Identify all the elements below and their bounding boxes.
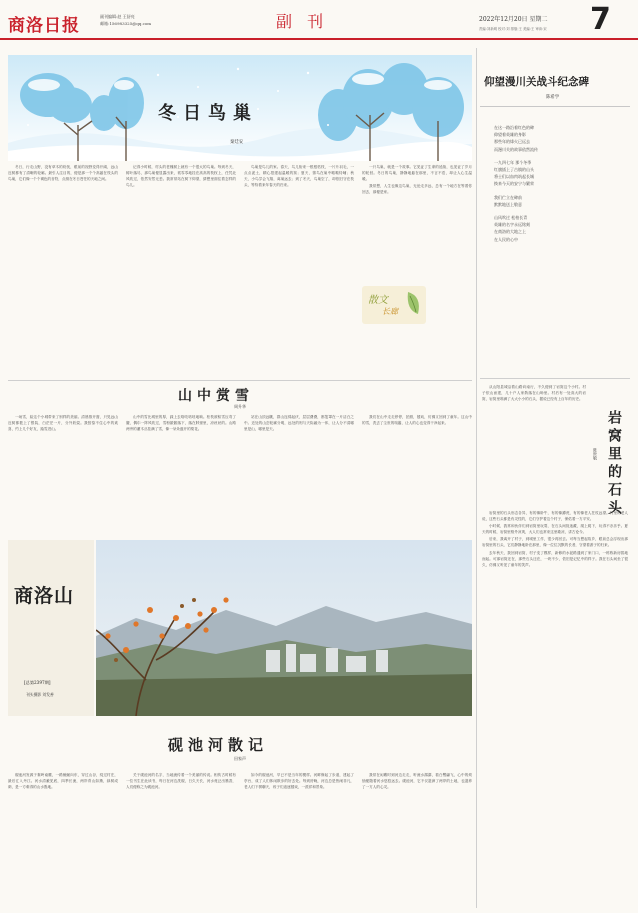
article3-author: 田家声 <box>234 756 246 761</box>
article1-banner <box>8 55 472 161</box>
article3-paragraph: 如今的砚池河，早已不是当年的模样。河畔修起了步道，建起了亭台，成了人们休闲散步的好去处。每到傍晚，河边总是热闹非凡，老人们下棋聊天，孩子们追逐嬉戏，一派祥和景象。 <box>244 773 354 790</box>
poem-author: 陈希学 <box>546 95 560 100</box>
poem-title: 仰望漫川关战斗纪念碑 <box>484 76 589 88</box>
right-article-author: 陈世敏 <box>593 448 598 460</box>
essay-badge-text-b: 长廊 <box>382 307 398 316</box>
article1-paragraph: 我常想，人生也像这鸟巢，无论走多远，总有一个地方在等着你回去，那便是家。 <box>362 184 472 195</box>
poem-line: 将士们以血肉筑起长城 <box>494 174 534 180</box>
article2-paragraph: 一场雪，給这个小城带来了别样的美丽。清晨推开窗，只见远山近树都披上了银装，白茫茫一片，分外妖娆。我按捺不住心中的欢喜，约上几个好友，踏雪进山。 <box>8 415 118 432</box>
article2-paragraph: 山中的雪比城里的厚，踩上去咯吱咯吱地响。松枝被积雪压弯了腰，偶尔一阵风吹过，雪粉簌簌落下，落在脖颈里，凉丝丝的。山路两旁的灌木丛挂满了雪，像一朵朵盛开的梨花。 <box>126 415 236 432</box>
right-article-rule <box>480 378 630 379</box>
article1-paragraph: 一只鸟巢，就是一个故事。它见证了生命的延续，也见证了岁月的轮回。冬日的鸟巢，静静地悬在那里，不言不语，却让人心生温暖。 <box>362 165 472 182</box>
column-divider <box>476 48 477 908</box>
right-article-body <box>482 384 586 504</box>
right-article-title: 岩窝里的石头 <box>606 410 622 518</box>
article3-header <box>8 726 472 766</box>
poem-line: 而漫川关的故事依然流传 <box>494 146 538 152</box>
photo-card-badge: [总第2397期] <box>24 680 51 685</box>
poem-line: 一九四七年 那个冬季 <box>494 159 532 165</box>
masthead-info-line: 邮箱:156983325@qq.com <box>100 21 152 26</box>
article2-paragraph: 我们在山中走走停停，拍照，嬉戏，仿佛又回到了童年。这山中的雪，洗去了尘世的喧嚣，让人的心也变得干净起来。 <box>362 415 472 426</box>
photo-card <box>8 540 472 716</box>
essay-badge-text-a: 散文 <box>368 295 388 306</box>
article2-author: 周升华 <box>234 404 246 409</box>
poem-line: 红旗插上了古镇的山头 <box>494 167 534 173</box>
article1-paragraph: 记得小时候，村头的老槐树上就有一个很大的鸟巢。每到冬天，树叶落尽，那鸟巢便显露出来，孤零零地挂在高高的枝杈上，任凭北风吹过，依然安然无恙。我常常站在树下仰望，猜想里面住着怎样的鸟儿。 <box>126 165 236 188</box>
article3-paragraph: 我常在闲暇时到河边走走，听流水潺潺，看白鹭翩飞，心中的烦恼便随着河水悠悠远去。砚池河，它不仅滋润了两岸的土地，也滋养了一方人的心灵。 <box>362 773 472 790</box>
right-article-paragraph: 去年秋天，我回到岩窝，村子变了模样，新修的水泥路通到了家门口，一栋栋新房拔地而起。可那岩窝还在，那些石头还在，一块不少，依旧是记忆中的样子。我在石头间坐了很久，仿佛又听见了童年的笑声。 <box>482 550 628 567</box>
masthead-logo: 商洛日报 <box>8 16 80 36</box>
article3-paragraph: 关于砚池河的名字，当地流传着一个美丽的传说。相传古时候有一位书生在此读书，每日在河边洗砚，日久天长，河水竟泛出墨香，人们便称之为砚池河。 <box>126 773 236 790</box>
landscape-photo <box>96 540 472 716</box>
masthead-info-line: 副刊编辑:赵 王舒亮 <box>100 14 135 19</box>
right-article-paragraph: 小时候，我常和伙伴们到岩窝里玩耍，在石头间捉迷藏，爬上爬下，玩得不亦乐乎。夏天的时候，岩窝里格外凉爽，大人们也常来这里歇凉，讲古论今。 <box>482 524 628 535</box>
article2-title: 山中赏雪 <box>178 388 254 404</box>
article1-title: 冬日鸟巢 <box>158 103 258 124</box>
article1-paragraph: 冬日，行走山野，没有草木的纷扰，眼前的视野变得开阔，远山近树都有了清晰的轮廓。最引人注目的，便是那一个个高悬在枝头的鸟巢，它们像一个个褐色的音符，点缀在冬日苍茫的天地之间。 <box>8 165 118 182</box>
article1-paragraph: 鸟巢是鸟儿的家。春天，鸟儿衔来一根根枯枝，一片片羽毛，一点点泥土，精心搭建起温暖的窝；夏天，雏鸟在巢中嗷嗷待哺；秋天，小鸟学会飞翔，离巢远去；到了冬天，鸟巢空了，却依旧守在枝头，等待着来年春天的归来。 <box>244 165 354 188</box>
poem-line: 在商洛的大地之上 <box>494 229 526 235</box>
poem-line: 那些年的烽火已远去 <box>494 139 530 145</box>
article3-body <box>8 772 472 908</box>
article1-body <box>8 164 472 375</box>
right-article-paragraph: 后来，我离开了村子，到城里工作，很少再回去。可每当想起故乡，眼前总会浮现出那岩窝里的石头，它们静静地卧在那里，像一位位沉默的长者，守望着游子的归来。 <box>482 537 628 548</box>
right-article-paragraph: 岩窝里的石头形态各异，有的像卧牛，有的像蹲虎，有的像老人拄杖远望。村里的老人说，这些石头都是有灵性的，它们守护着这个村子，保佑着一方平安。 <box>482 511 628 522</box>
issue-staff: 责编:刘新明 校对:刘 排版:王 美编:王 审读:宋 <box>479 27 547 31</box>
masthead-rule <box>0 38 638 40</box>
poem-line: 在人民的心中 <box>494 236 518 242</box>
essay-badge <box>362 286 426 324</box>
poem-line: 英雄的名字永远铭刻 <box>494 222 530 228</box>
poem-line: 仰望着英雄的身影 <box>494 132 526 138</box>
poem-line: 在这一路沿着红色的碑 <box>494 125 534 130</box>
masthead-info <box>100 13 151 27</box>
article2-rule <box>8 380 472 381</box>
section-label: 副 刊 <box>276 12 329 31</box>
right-article-paragraph: 从山阳县城沿着山路向南行，不久便到了岩窝这个小村。村子依山而建，几十户人家散落在山坳里。村后有一处高大的岩窝，岩窝里堆满了大大小小的石头，据说已经有上百年的历史。 <box>482 385 586 402</box>
article2-header <box>8 380 472 410</box>
article1-author: 秦廷安 <box>230 140 244 145</box>
article2-body <box>8 414 472 534</box>
issue-date: 2022年12月20日 星期二 <box>479 16 548 23</box>
poem-lines <box>494 124 624 243</box>
poem-line: 山风吹过 松柏长青 <box>494 215 528 221</box>
article3-title: 砚池河散记 <box>168 736 269 754</box>
photo-card-credit: 刊头摄影 刘发善 <box>26 692 54 697</box>
photo-card-title: 商洛山 <box>14 585 75 607</box>
poem-line: 默默地送上敬意 <box>494 201 522 207</box>
masthead <box>0 0 638 42</box>
right-article <box>480 378 630 908</box>
article3-paragraph: 砚池河发源于秦岭南麓，一路蜿蜒向东，穿过山谷，绕过村庄，最后汇入丹江。河水清澈见底，四季长流，两岸青山如黛，绿树成荫，是一方难得的山水胜地。 <box>8 773 118 790</box>
page-number: 7 <box>590 2 611 37</box>
photo-card-sidebar <box>8 540 94 716</box>
right-article-body-lower <box>482 510 628 904</box>
poem-line: 换来今天的安宁与繁荣 <box>494 181 534 187</box>
right-column-poem <box>480 52 630 372</box>
poem-rule <box>480 106 630 107</box>
poem-line: 我们伫立在碑前 <box>494 194 522 200</box>
article2-paragraph: 站在山顶远眺，群山连绵起伏，层层叠叠，都笼罩在一片洁白之中。近处的山峦轮廓分明，远处的则与天际融为一体，让人分不清哪里是山，哪里是天。 <box>244 415 354 432</box>
